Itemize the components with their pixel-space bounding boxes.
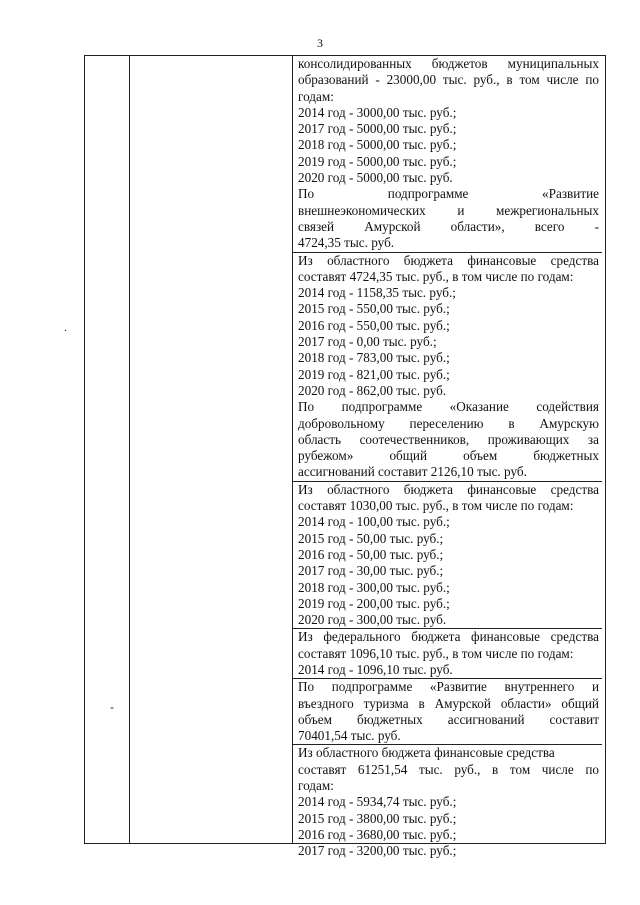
text-line: консолидированных бюджетов муниципальных [298, 56, 599, 71]
text-line: 4724,35 тыс. руб. [298, 235, 395, 251]
text-line: 2018 год - 783,00 тыс. руб.; [298, 350, 450, 366]
text-line: 2017 год - 5000,00 тыс. руб.; [298, 121, 457, 137]
text-line: въездного туризма в Амурской области» общий [298, 695, 599, 711]
document-table [84, 55, 606, 859]
text-line: 2015 год - 3800,00 тыс. руб.; [298, 810, 457, 826]
text-line: 2014 год - 5934,74 тыс. руб.; [298, 794, 457, 810]
text-line: 2014 год - 1096,10 тыс. руб. [298, 661, 453, 677]
text-line: 2020 год - 5000,00 тыс. руб. [298, 170, 453, 186]
table-column-divider-1 [129, 56, 130, 843]
text-line: добровольному переселению в Амурскую [298, 415, 599, 431]
text-line: 2014 год - 1158,35 тыс. руб.; [298, 285, 456, 301]
table-content-column [298, 56, 599, 860]
text-line: 2014 год - 3000,00 тыс. руб.; [298, 104, 457, 120]
text-line: область соотечественников, проживающих за [298, 431, 599, 447]
text-line: 2015 год - 550,00 тыс. руб.; [298, 301, 450, 317]
text-line: 2019 год - 5000,00 тыс. руб.; [298, 153, 457, 169]
text-line: 2015 год - 50,00 тыс. руб.; [298, 530, 444, 546]
text-line: годам: [298, 778, 334, 794]
text-line: внешнеэкономических и межрегиональных [298, 202, 599, 218]
text-line: По подпрограмме «Оказание содействия [298, 399, 599, 415]
text-line: 2016 год - 3680,00 тыс. руб.; [298, 826, 457, 842]
stray-dash-mark: - [110, 700, 114, 714]
text-line: объем бюджетных ассигнований составит [298, 711, 599, 727]
text-line: связей Амурской области», всего - [298, 218, 599, 234]
text-line: 2020 год - 300,00 тыс. руб. [298, 612, 447, 628]
text-line: 2019 год - 200,00 тыс. руб.; [298, 595, 450, 611]
text-line: Из областного бюджета финансовые средства [298, 745, 555, 761]
text-line: По подпрограмме «Развитие внутреннего и [298, 679, 599, 695]
text-line: Из областного бюджета финансовые средства [298, 481, 599, 497]
text-line: 2016 год - 50,00 тыс. руб.; [298, 546, 444, 562]
text-line: годам: [298, 88, 334, 104]
text-line: По подпрограмме «Развитие [298, 186, 599, 202]
text-line: 70401,54 тыс. руб. [298, 728, 401, 744]
text-line: образований - 23000,00 тыс. руб., в том числе по [298, 72, 599, 88]
text-line: 2017 год - 30,00 тыс. руб.; [298, 563, 444, 579]
text-line: составят 61251,54 тыс. руб., в том числе по [298, 761, 599, 777]
text-line: 2020 год - 862,00 тыс. руб. [298, 382, 447, 398]
text-line: составят 1030,00 тыс. руб., в том числе по годам: [298, 498, 574, 514]
text-line: ассигнований составит 2126,10 тыс. руб. [298, 464, 527, 480]
text-line: рубежом» общий объем бюджетных [298, 448, 599, 464]
text-line: 2019 год - 821,00 тыс. руб.; [298, 366, 450, 382]
stray-dot-mark: . [64, 320, 67, 334]
text-line: составят 1096,10 тыс. руб., в том числе по годам: [298, 645, 574, 661]
text-line: 2017 год - 0,00 тыс. руб.; [298, 334, 437, 350]
text-line: 2018 год - 300,00 тыс. руб.; [298, 579, 450, 595]
text-line: Из областного бюджета финансовые средства [298, 252, 599, 268]
table-column-divider-2 [292, 56, 293, 843]
text-line: составят 4724,35 тыс. руб., в том числе по годам: [298, 268, 574, 284]
page-number: 3 [317, 36, 323, 50]
text-line: 2018 год - 5000,00 тыс. руб.; [298, 137, 457, 153]
text-line: 2014 год - 100,00 тыс. руб.; [298, 514, 450, 530]
text-line: Из федерального бюджета финансовые средства [298, 629, 599, 645]
text-line: 2017 год - 3200,00 тыс. руб.; [298, 843, 457, 859]
text-line: 2016 год - 550,00 тыс. руб.; [298, 317, 450, 333]
